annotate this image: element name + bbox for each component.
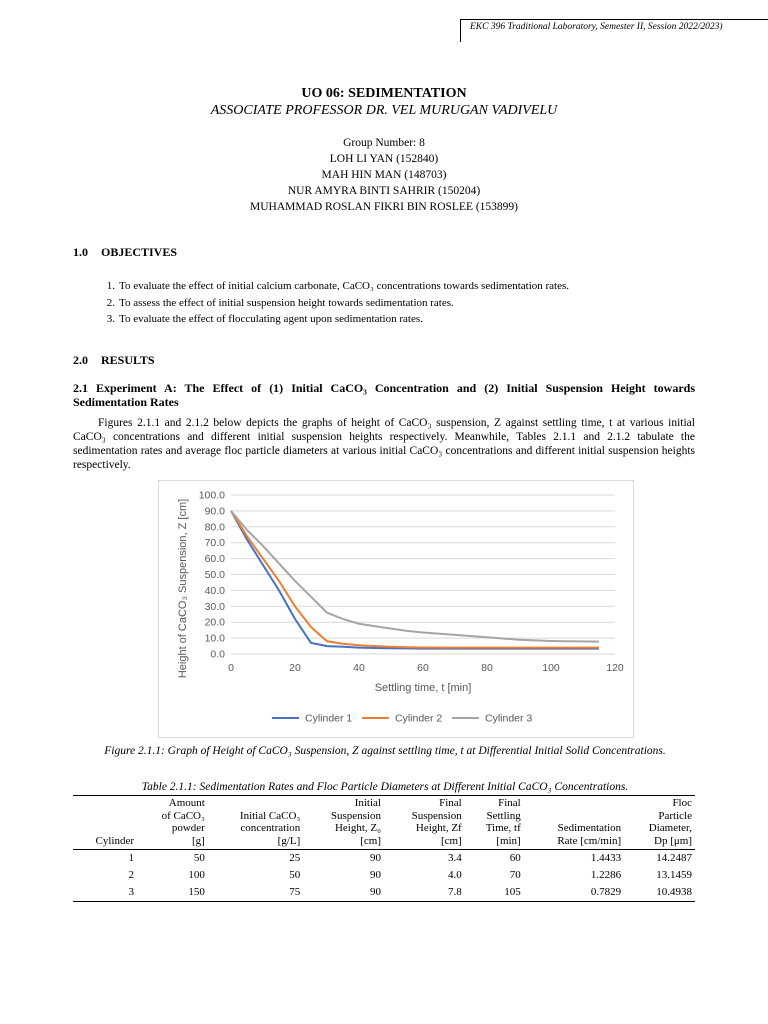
column-header: Cylinder bbox=[73, 796, 137, 850]
x-tick-label: 40 bbox=[353, 662, 365, 674]
document-title: UO 06: SEDIMENTATION bbox=[301, 86, 467, 101]
x-tick-label: 80 bbox=[481, 662, 493, 674]
group-member: MAH HIN MAN (148703) bbox=[321, 169, 447, 181]
table-cell: 90 bbox=[369, 869, 381, 881]
table-cell: 50 bbox=[193, 852, 205, 864]
column-header: Final Suspension Height, Zf [cm] bbox=[384, 796, 465, 850]
column-header: Initial CaCO₃ concentration [g/L] bbox=[208, 796, 303, 850]
x-tick-label: 100 bbox=[542, 662, 560, 674]
y-tick-label: 40.0 bbox=[204, 584, 225, 597]
y-tick-label: 90.0 bbox=[204, 505, 225, 518]
table-cell: 7.8 bbox=[384, 884, 465, 902]
table-row bbox=[73, 884, 695, 902]
group-member: MUHAMMAD ROSLAN FIKRI BIN ROSLEE (153899) bbox=[249, 201, 519, 213]
table-cell: 90 bbox=[303, 884, 384, 902]
y-tick-label: 70.0 bbox=[204, 537, 225, 550]
y-tick-label: 100.0 bbox=[198, 489, 225, 502]
course-header: EKC 396 Traditional Laboratory, Semester II, Session 2022/2023) bbox=[470, 22, 723, 32]
list-item: 3. To evaluate the effect of flocculating agent upon sedimentation rates. bbox=[106, 313, 423, 325]
y-tick-label: 50.0 bbox=[204, 569, 225, 581]
table-cell: 10.4938 bbox=[624, 884, 695, 902]
legend-label: Cylinder 2 bbox=[395, 712, 443, 725]
y-tick-label: 60.0 bbox=[204, 553, 225, 566]
column-header: Sedimentation Rate [cm/min] bbox=[524, 796, 624, 850]
x-tick-label: 0 bbox=[228, 662, 234, 674]
figure-caption: Figure 2.1.1: Graph of Height of CaCO₃ Suspension, Z against settling time, t at Differential Initial Solid Concentrations. bbox=[104, 745, 666, 757]
column-header: Floc Particle Diameter, Dp [μm] bbox=[624, 796, 695, 850]
y-axis-label: Height of CaCO₃ Suspension, Z [cm] bbox=[177, 498, 189, 679]
table-cell: 150 bbox=[137, 884, 208, 902]
table-cell: 0.7829 bbox=[524, 884, 624, 902]
x-tick-label: 20 bbox=[289, 662, 301, 674]
results-table bbox=[73, 795, 695, 902]
document-subtitle: ASSOCIATE PROFESSOR DR. VEL MURUGAN VADIVELU bbox=[210, 103, 558, 118]
legend-label: Cylinder 3 bbox=[485, 712, 533, 725]
y-tick-label: 0.0 bbox=[210, 648, 225, 661]
y-tick-label: 10.0 bbox=[204, 632, 225, 645]
table-cell: 105 bbox=[465, 884, 524, 902]
table-cell: 25 bbox=[289, 852, 301, 864]
x-axis-label: Settling time, t [min] bbox=[374, 682, 472, 694]
table-cell: 70 bbox=[509, 869, 521, 881]
y-tick-label: 20.0 bbox=[204, 616, 225, 629]
x-tick-label: 120 bbox=[606, 662, 624, 674]
results-heading: 2.0 RESULTS bbox=[73, 353, 155, 367]
table-row bbox=[73, 850, 695, 868]
table-cell: 4.0 bbox=[447, 869, 462, 881]
table-cell: 100 bbox=[188, 869, 205, 881]
experiment-a-heading: 2.1 Experiment A: The Effect of (1) Initial CaCO₃ Concentration and (2) Initial Suspension Height towards Sedimentation Rates bbox=[73, 381, 695, 409]
table-cell: 75 bbox=[208, 884, 303, 902]
sedimentation-chart bbox=[159, 481, 633, 737]
y-tick-label: 80.0 bbox=[204, 521, 225, 534]
column-header: Amount of CaCO₃ powder [g] bbox=[137, 796, 208, 850]
table-row bbox=[73, 867, 695, 884]
objectives-list bbox=[73, 278, 713, 328]
column-header: Final Settling Time, tf [min] bbox=[465, 796, 524, 850]
series-line-cylinder-1 bbox=[231, 511, 599, 649]
table-cell: 14.2487 bbox=[656, 852, 692, 864]
legend-label: Cylinder 1 bbox=[305, 712, 353, 725]
results-paragraph: Figures 2.1.1 and 2.1.2 below depicts the graphs of height of CaCO₃ suspension, Z against settling time, t at various initial CaCO₃ concentrations and different initial suspension heights respectively. Meanwhile, Tables 2.1.1 and 2.1.2 tabulate the sedimentation rates and average floc particle diameters at various initial CaCO₃ concentrations and different initial suspension heights respectively. bbox=[73, 417, 695, 471]
table-cell: 90 bbox=[369, 852, 381, 864]
group-member: NUR AMYRA BINTI SAHRIR (150204) bbox=[287, 185, 481, 197]
y-tick-label: 30.0 bbox=[204, 600, 225, 613]
table-cell: 13.1459 bbox=[656, 869, 692, 881]
chart-frame bbox=[158, 480, 634, 738]
objectives-heading: 1.0 OBJECTIVES bbox=[73, 245, 178, 259]
table-cell: 3 bbox=[73, 884, 137, 902]
series-line-cylinder-2 bbox=[231, 511, 599, 648]
table-cell: 1.2286 bbox=[590, 869, 622, 881]
list-item: 2. To assess the effect of initial suspension height towards sedimentation rates. bbox=[106, 296, 454, 309]
x-tick-label: 60 bbox=[417, 662, 429, 674]
group-number: Group Number: 8 bbox=[343, 137, 425, 149]
table-cell: 1 bbox=[128, 852, 134, 864]
table-cell: 1.4433 bbox=[590, 852, 622, 864]
table-caption: Table 2.1.1: Sedimentation Rates and Floc Particle Diameters at Different Initial CaCO₃ Concentrations. bbox=[141, 781, 629, 793]
table-cell: 3.4 bbox=[447, 852, 462, 864]
group-member: LOH LI YAN (152840) bbox=[329, 153, 439, 165]
table-cell: 50 bbox=[289, 869, 301, 881]
table-cell: 2 bbox=[128, 869, 134, 881]
column-header: Initial Suspension Height, Z₀ [cm] bbox=[303, 796, 384, 850]
list-item: 1. To evaluate the effect of initial calcium carbonate, CaCO₃ concentrations towards sedimentation rates. bbox=[106, 280, 570, 292]
table-cell: 60 bbox=[509, 852, 521, 864]
